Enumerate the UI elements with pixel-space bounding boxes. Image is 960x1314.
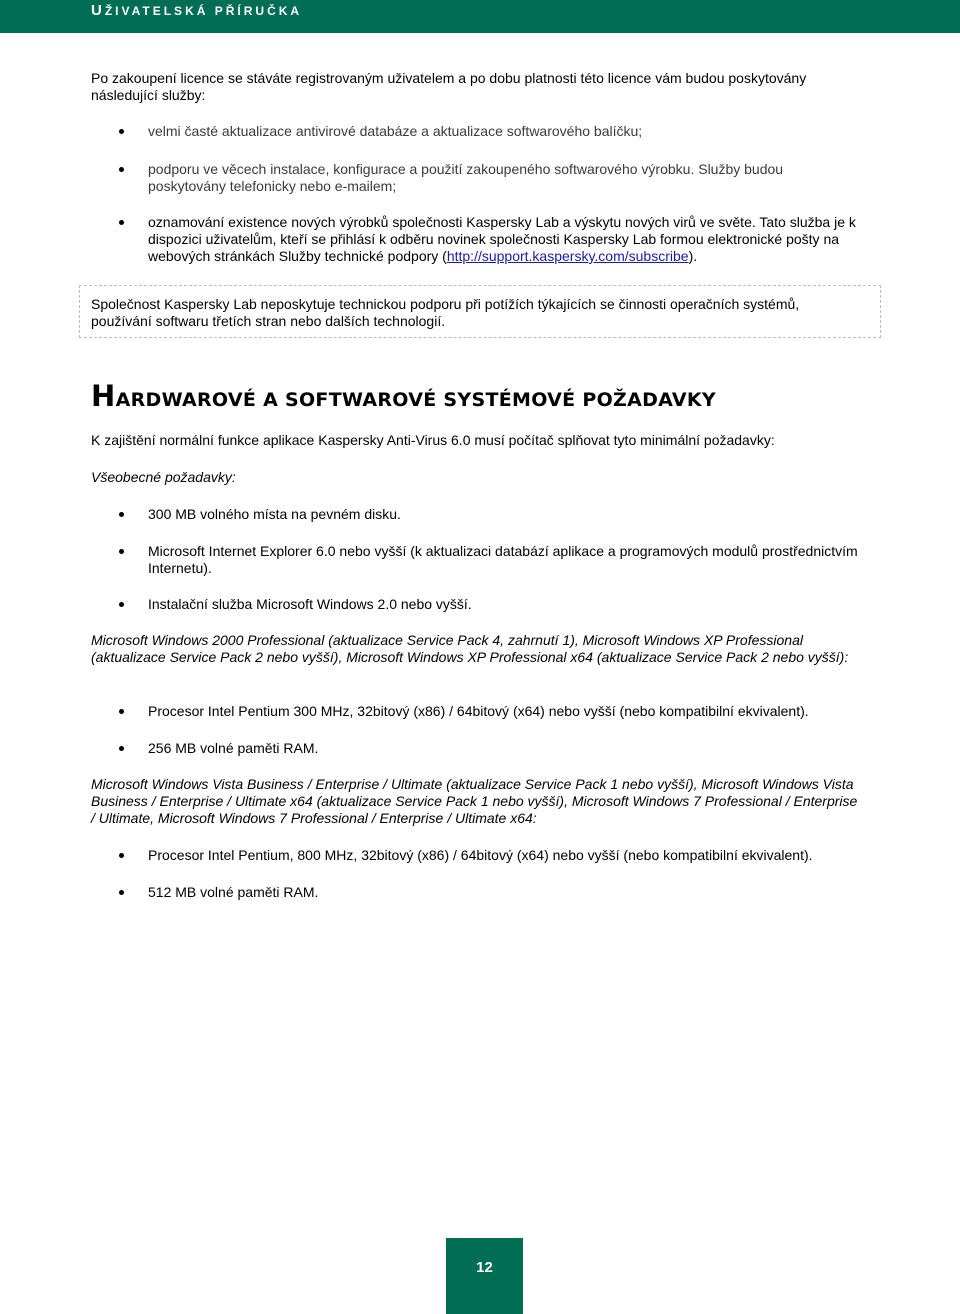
section-heading [91,379,716,417]
bullet-icon [119,549,124,554]
bullet-icon [119,602,124,607]
service-item-text: oznamování existence nových výrobků společnosti Kaspersky Lab a výskytu nových virů ve světe. Tato služba je k dispozici uživatelům, kteří se přihlásí k odběru novinek společnosti Kaspersky Lab formou elektronické pošty na webových stránkách Služby technické podpory ( [148,214,856,264]
bullet-icon [119,746,124,751]
bullet-icon [119,220,124,225]
service-item: podporu ve věcech instalace, konfigurace a použití zakoupeného softwarového výrobku. Služby budou poskytovány telefonicky nebo e-mailem; [148,161,784,194]
header-title-rest: ŽIVATELSKÁ PŘÍRUČKA [104,4,303,18]
subscribe-link[interactable]: http://support.kaspersky.com/subscribe [446,248,689,264]
page-number: 12 [476,1259,493,1276]
service-item-text-end: ). [688,248,698,264]
heading-rest: ARDWAROVÉ A SOFTWAROVÉ SYSTÉMOVÉ POŽADAVKY [115,389,716,411]
requirement-item: 300 MB volného místa na pevném disku. [148,506,401,522]
requirement-item: 256 MB volné paměti RAM. [148,740,319,756]
general-requirements-label: Všeobecné požadavky: [91,469,236,485]
bullet-icon [119,709,124,714]
bullet-icon [119,129,124,134]
vista-requirements-label: Microsoft Windows Vista Business / Enterprise / Ultimate (aktualizace Service Pack 1 nebo vyšší), Microsoft Windows Vista Business / Enterprise / Ultimate x64 (aktualizace Service Pack 1 nebo vyšší), Microsoft Windows 7 Professional / Enterprise / Ultimate, Microsoft Windows 7 Professional / Enterprise / Ultimate x64: [91,776,858,826]
requirement-item: Procesor Intel Pentium, 800 MHz, 32bitový (x86) / 64bitový (x64) nebo vyšší (nebo kompatibilní ekvivalent). [148,847,813,863]
intro-paragraph: Po zakoupení licence se stáváte registrovaným uživatelem a po dobu platnosti této licence vám budou poskytovány následující služby: [91,70,807,103]
service-item [148,214,860,265]
header-bar [0,0,960,33]
requirement-item: Microsoft Internet Explorer 6.0 nebo vyšší (k aktualizaci databází aplikace a programových modulů prostřednictvím Internetu). [148,543,858,576]
header-title-initial: U [91,2,105,19]
requirement-item: 512 MB volné paměti RAM. [148,884,319,900]
note-text: Společnost Kaspersky Lab neposkytuje technickou podporu při potížích týkajících se činnosti operačních systémů, používání softwaru třetích stran nebo dalších technologií. [91,296,800,329]
bullet-icon [119,167,124,172]
heading-initial: H [91,379,116,413]
page-number-tab [446,1238,523,1314]
bullet-icon [119,853,124,858]
bullet-icon [119,890,124,895]
header-title [91,2,302,20]
requirements-intro: K zajištění normální funkce aplikace Kaspersky Anti-Virus 6.0 musí počítač splňovat tyto minimální požadavky: [91,432,775,448]
requirement-item: Procesor Intel Pentium 300 MHz, 32bitový (x86) / 64bitový (x64) nebo vyšší (nebo kompatibilní ekvivalent). [148,703,809,719]
requirement-item: Instalační služba Microsoft Windows 2.0 nebo vyšší. [148,596,472,612]
service-item: velmi časté aktualizace antivirové databáze a aktualizace softwarového balíčku; [148,123,643,139]
bullet-icon [119,512,124,517]
xp-requirements-label: Microsoft Windows 2000 Professional (aktualizace Service Pack 4, zahrnutí 1), Microsoft Windows XP Professional (aktualizace Service Pack 2 nebo vyšší), Microsoft Windows XP Professional x64 (aktualizace Service Pack 2 nebo vyšší): [91,632,849,665]
